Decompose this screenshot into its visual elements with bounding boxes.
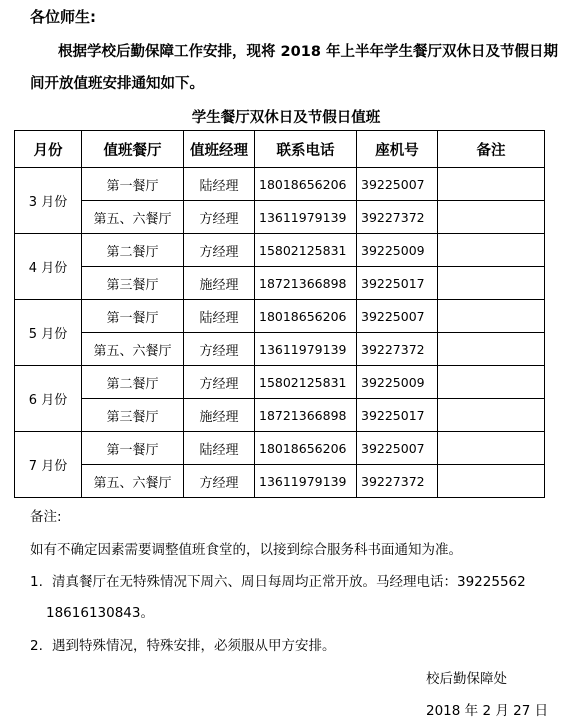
note-cell (438, 234, 545, 267)
landline-cell: 39227372 (357, 333, 438, 366)
manager-cell: 方经理 (184, 333, 255, 366)
note-cell (438, 465, 545, 498)
phone-cell: 13611979139 (255, 465, 357, 498)
note-cell (438, 333, 545, 366)
notes-item-1 (30, 570, 526, 590)
phone-cell: 13611979139 (255, 201, 357, 234)
manager-cell: 陆经理 (184, 300, 255, 333)
restaurant-cell: 第五、六餐厅 (82, 465, 184, 498)
header-month: 月份 (15, 131, 82, 168)
phone-cell: 13611979139 (255, 333, 357, 366)
intro-line-2: 间开放值班安排通知如下。 (30, 76, 204, 92)
landline-cell: 39225009 (357, 234, 438, 267)
phone-cell: 15802125831 (255, 234, 357, 267)
manager-cell: 方经理 (184, 234, 255, 267)
notes-item-number: 1. (30, 574, 43, 590)
manager-cell: 施经理 (184, 399, 255, 432)
note-cell (438, 168, 545, 201)
notes-item-2 (30, 634, 336, 654)
note-cell (438, 432, 545, 465)
table-row (15, 333, 545, 366)
landline-cell: 39227372 (357, 465, 438, 498)
table-row (15, 465, 545, 498)
notes-item-text: 清真餐厅在无特殊情况下周六、周日每周均正常开放。马经理电话：39225562 (52, 574, 526, 590)
note-cell (438, 399, 545, 432)
table-row (15, 300, 545, 333)
notes-item-text: 遇到特殊情况，特殊安排，必须服从甲方安排。 (52, 638, 336, 654)
manager-cell: 施经理 (184, 267, 255, 300)
landline-cell: 39225007 (357, 300, 438, 333)
intro-line-1: 根据学校后勤保障工作安排，现将 2018 年上半年学生餐厅双休日及节假日期 (58, 44, 558, 60)
note-cell (438, 201, 545, 234)
landline-cell: 39225017 (357, 267, 438, 300)
landline-cell: 39227372 (357, 201, 438, 234)
restaurant-cell: 第三餐厅 (82, 267, 184, 300)
note-cell (438, 300, 545, 333)
month-cell: 5 月份 (15, 300, 82, 366)
note-cell (438, 366, 545, 399)
header-phone: 联系电话 (255, 131, 357, 168)
restaurant-cell: 第一餐厅 (82, 432, 184, 465)
restaurant-cell: 第三餐厅 (82, 399, 184, 432)
landline-cell: 39225017 (357, 399, 438, 432)
header-note: 备注 (438, 131, 545, 168)
restaurant-cell: 第五、六餐厅 (82, 333, 184, 366)
manager-cell: 方经理 (184, 366, 255, 399)
note-cell (438, 267, 545, 300)
landline-cell: 39225009 (357, 366, 438, 399)
phone-cell: 18721366898 (255, 399, 357, 432)
table-row (15, 168, 545, 201)
table-row (15, 201, 545, 234)
restaurant-cell: 第二餐厅 (82, 234, 184, 267)
month-cell: 7 月份 (15, 432, 82, 498)
header-landline: 座机号 (357, 131, 438, 168)
header-manager: 值班经理 (184, 131, 255, 168)
table-row (15, 432, 545, 465)
manager-cell: 陆经理 (184, 168, 255, 201)
notes-item-number: 2. (30, 638, 43, 654)
phone-cell: 18018656206 (255, 300, 357, 333)
notes-heading: 备注: (30, 509, 62, 525)
phone-cell: 18018656206 (255, 432, 357, 465)
notes-item-1-continuation: 18616130843。 (46, 605, 154, 621)
notes-paragraph: 如有不确定因素需要调整值班食堂的，以接到综合服务科书面通知为准。 (30, 542, 462, 558)
restaurant-cell: 第二餐厅 (82, 366, 184, 399)
table-row (15, 267, 545, 300)
manager-cell: 方经理 (184, 465, 255, 498)
table-row (15, 366, 545, 399)
month-cell: 6 月份 (15, 366, 82, 432)
phone-cell: 18721366898 (255, 267, 357, 300)
restaurant-cell: 第一餐厅 (82, 168, 184, 201)
table-row (15, 399, 545, 432)
table-row (15, 234, 545, 267)
table-title: 学生餐厅双休日及节假日值班 (191, 110, 381, 126)
landline-cell: 39225007 (357, 168, 438, 201)
landline-cell: 39225007 (357, 432, 438, 465)
table-header-row (15, 131, 545, 168)
phone-cell: 18018656206 (255, 168, 357, 201)
manager-cell: 方经理 (184, 201, 255, 234)
phone-cell: 15802125831 (255, 366, 357, 399)
signature-date: 2018 年 2 月 27 日 (426, 703, 549, 719)
month-cell: 3 月份 (15, 168, 82, 234)
header-restaurant: 值班餐厅 (82, 131, 184, 168)
restaurant-cell: 第一餐厅 (82, 300, 184, 333)
duty-schedule-table (14, 130, 545, 498)
signature-department: 校后勤保障处 (426, 671, 507, 687)
greeting: 各位师生: (30, 8, 96, 26)
month-cell: 4 月份 (15, 234, 82, 300)
manager-cell: 陆经理 (184, 432, 255, 465)
restaurant-cell: 第五、六餐厅 (82, 201, 184, 234)
